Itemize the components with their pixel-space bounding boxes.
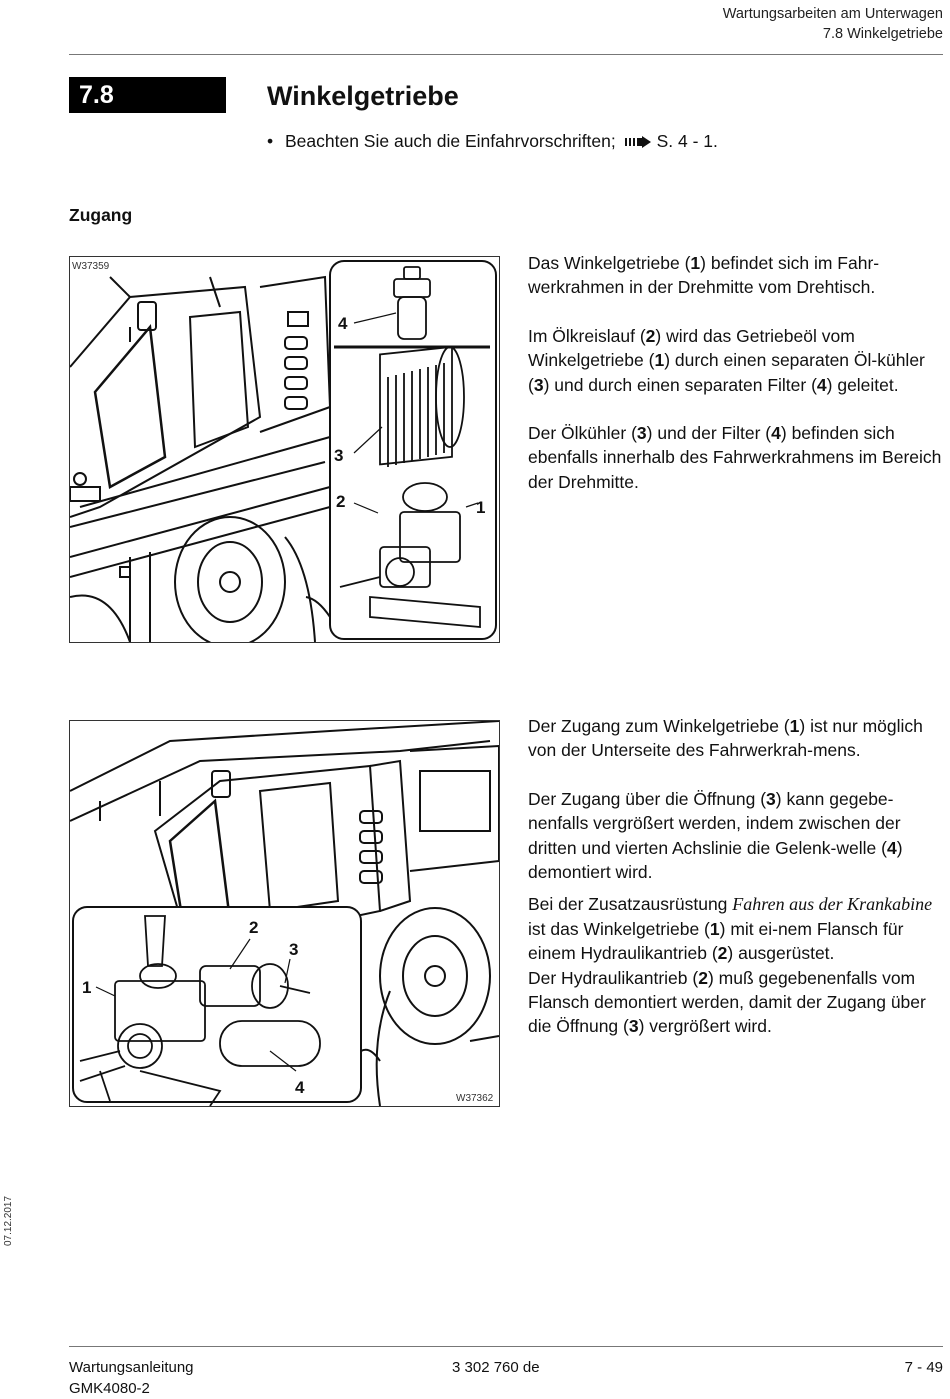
header-section: 7.8 Winkelgetriebe [822, 26, 943, 42]
bullet-reference[interactable]: S. 4 - 1. [656, 131, 718, 151]
crane-illustration-2 [70, 721, 499, 1106]
paragraph: Im Ölkreislauf (2) wird das Getriebeöl vom Winkelgetriebe (1) durch einen separaten Öl-kühler (3) und durch einen separaten Filter (4) geleitet. [528, 325, 925, 395]
paragraph: Der Zugang über die Öffnung (3) kann gegebe-nenfalls vergrößert werden, indem zwischen der dritten und vierten Achslinie die Gelenk-welle (4) demontiert wird. [528, 788, 903, 883]
callout-2: 2 [249, 918, 259, 937]
footer-manual [69, 1357, 194, 1399]
section-title: Winkelgetriebe [267, 81, 459, 111]
figure-id-label: W37359 [72, 261, 110, 272]
footer-doc-number: 3 302 760 de [452, 1359, 540, 1376]
footer-manual-title: Wartungsanleitung [69, 1359, 194, 1376]
paragraph: Der Ölkühler (3) und der Filter (4) befinden sich ebenfalls innerhalb des Fahrwerkrahmens im Bereich der Drehmitte. [528, 423, 942, 492]
footer-rule [69, 1346, 943, 1347]
paragraph: Das Winkelgetriebe (1) befindet sich im Fahr-werkrahmen in der Drehmitte vom Drehtisch. [528, 253, 880, 298]
bullet-text: Beachten Sie auch die Einfahrvorschriften; [285, 131, 616, 151]
description-text-2 [528, 714, 943, 1039]
bullet-dot: • [267, 131, 274, 151]
subheading-zugang: Zugang [69, 205, 133, 225]
reference-arrow-icon [623, 136, 653, 148]
figure-w37362 [69, 720, 500, 1107]
callout-4: 4 [295, 1078, 305, 1097]
description-text-1 [528, 251, 943, 518]
callout-3: 3 [334, 446, 344, 465]
callout-4: 4 [338, 314, 348, 333]
callout-2: 2 [336, 492, 346, 511]
running-header [723, 4, 943, 44]
figure-w37359 [69, 256, 500, 643]
footer-model: GMK4080-2 [69, 1380, 150, 1397]
paragraph: Bei der Zusatzausrüstung Fahren aus der Krankabine ist das Winkelgetriebe (1) mit ei-nem Flansch für einem Hydraulikantrieb (2) ausgerüstet. [528, 894, 933, 964]
page-number: 7 - 49 [904, 1359, 943, 1376]
callout-1: 1 [82, 978, 92, 997]
bullet-note [267, 128, 718, 154]
callout-1: 1 [476, 498, 486, 517]
header-rule [69, 54, 943, 55]
header-chapter: Wartungsarbeiten am Unterwagen [722, 6, 943, 22]
revision-date: 07.12.2017 [3, 1195, 14, 1246]
paragraph: Der Hydraulikantrieb (2) muß gegebenenfalls vom Flansch demontiert werden, damit der Zugang über die Öffnung (3) vergrößert wird. [528, 967, 926, 1037]
paragraph: Der Zugang zum Winkelgetriebe (1) ist nur möglich von der Unterseite des Fahrwerkrah-mens. [528, 716, 923, 761]
section-number: 7.8 [69, 77, 226, 113]
callout-3: 3 [289, 940, 299, 959]
crane-illustration-1 [70, 257, 499, 642]
figure-id-label: W37362 [456, 1093, 494, 1104]
